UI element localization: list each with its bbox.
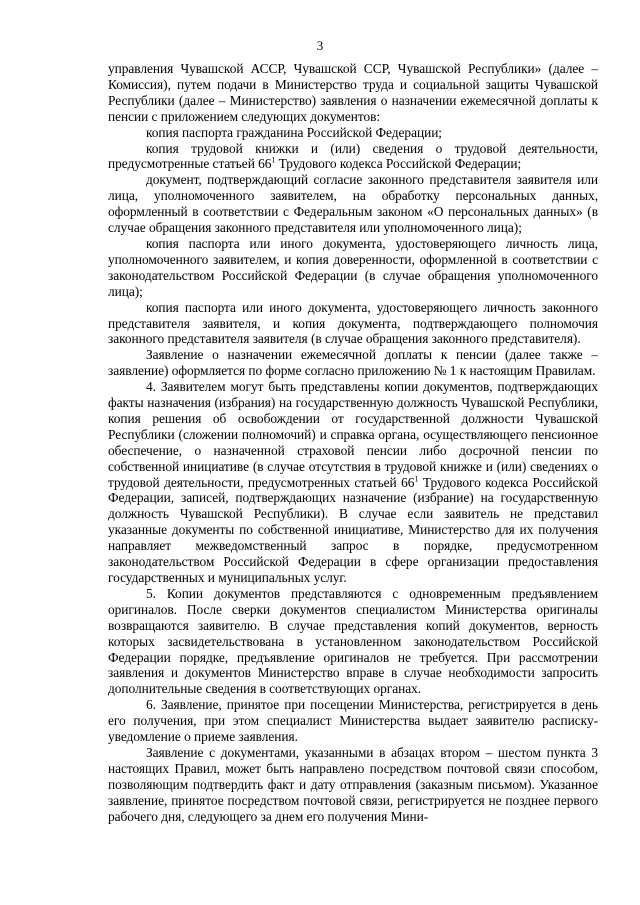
paragraph-4-text-end: Трудового кодекса Российской Федерации, записей, подтверждающих назначение (избрание) на государственную должность Чувашской Республики). В случае если заявитель не представил указанные документы по собственной инициативе, Министерство для их получения направляет межведомственный запрос в порядке, предусмотренном законодательством Российской Федерации в сфере организации предоставления государственных и муниципальных услуг. <box>108 474 598 585</box>
article-superscript: 1 <box>271 155 276 165</box>
list-item-passport: копия паспорта гражданина Российской Федерации; <box>146 124 442 140</box>
paragraph-4-text: 4. Заявителем могут быть представлены копии документов, подтверждающих факты назначения (избрания) на государственную должность Чувашской Республики, копия решения об освобождении от государственной должности Чувашской Республики (сложении полномочий) и справка органа, осуществляющего пенсионное обеспечение, о назначенной страховой пенсии либо досрочной пенсии по собственной инициативе (в случае отсутствия в трудовой книжке и (или) сведениях о трудовой деятельности, предусмотренных статьей 66 <box>108 379 598 490</box>
paragraph-intro: управления Чувашской АССР, Чувашской ССР, Чувашской Республики» (далее – Комиссия), путем подачи в Министерство труда и социальной защиты Чувашской Республики (далее – Министерство) заявления о назначении ежемесячной доплаты к пенсии с приложением следующих документов: <box>108 61 598 124</box>
paragraph-postal: Заявление с документами, указанными в абзацах втором – шестом пункта 3 настоящих Правил, может быть направлено посредством почтовой связи способом, позволяющим подтвердить факт и дату отправления (заказным письмом). Указанное заявление, принятое посредством почтовой связи, регистрируется не позднее первого рабочего дня, следующего за днем его получения Мини- <box>108 744 598 824</box>
paragraph-application-form: Заявление о назначении ежемесячной доплаты к пенсии (далее также – заявление) оформляется по форме согласно приложению № 1 к настоящим Правилам. <box>108 347 598 379</box>
list-item-legal-representative: копия паспорта или иного документа, удостоверяющего личность законного представителя заявителя, и копия документа, подтверждающего полномочия законного представителя заявителя (в случае обращения законного представителя). <box>108 299 598 347</box>
paragraph-5: 5. Копии документов представляются с одновременным предъявлением оригиналов. После сверки документов специалистом Министерства оригиналы возвращаются заявителю. В случае представления копий документов, верность которых засвидетельствована в установленном законодательством Российской Федерации порядке, предъявление оригиналов не требуется. При рассмотрении заявления и документов Министерство вправе в случае необходимости запросить дополнительные сведения в соответствующих органах. <box>108 585 598 697</box>
list-item-labor-book-text: копия трудовой книжки и (или) сведения о трудовой деятельности, предусмотренные статьей 66 <box>108 140 598 172</box>
page-number: 3 <box>316 38 324 53</box>
list-item-labor-book <box>108 141 598 173</box>
paragraph-6: 6. Заявление, принятое при посещении Министерства, регистрируется в день его получения, при этом специалист Министерства выдает заявителю расписку-уведомление о приеме заявления. <box>108 697 598 745</box>
article-superscript: 1 <box>414 474 419 484</box>
list-item-authorized-person: копия паспорта или иного документа, удостоверяющего личность лица, уполномоченного заявителем, и копия доверенности, оформленной в соответствии с законодательством Российской Федерации (в случае обращения уполномоченного лица); <box>108 235 598 299</box>
document-body <box>108 61 598 825</box>
list-item-consent: документ, подтверждающий согласие законного представителя заявителя или лица, уполномоченного заявителем, на обработку персональных данных, оформленный в соответствии с Федеральным законом «О персональных данных» (в случае обращения законного представителя или уполномоченного лица); <box>108 172 598 236</box>
paragraph-4 <box>108 379 598 586</box>
list-item-labor-book-text-end: Трудового кодекса Российской Федерации; <box>275 156 522 172</box>
